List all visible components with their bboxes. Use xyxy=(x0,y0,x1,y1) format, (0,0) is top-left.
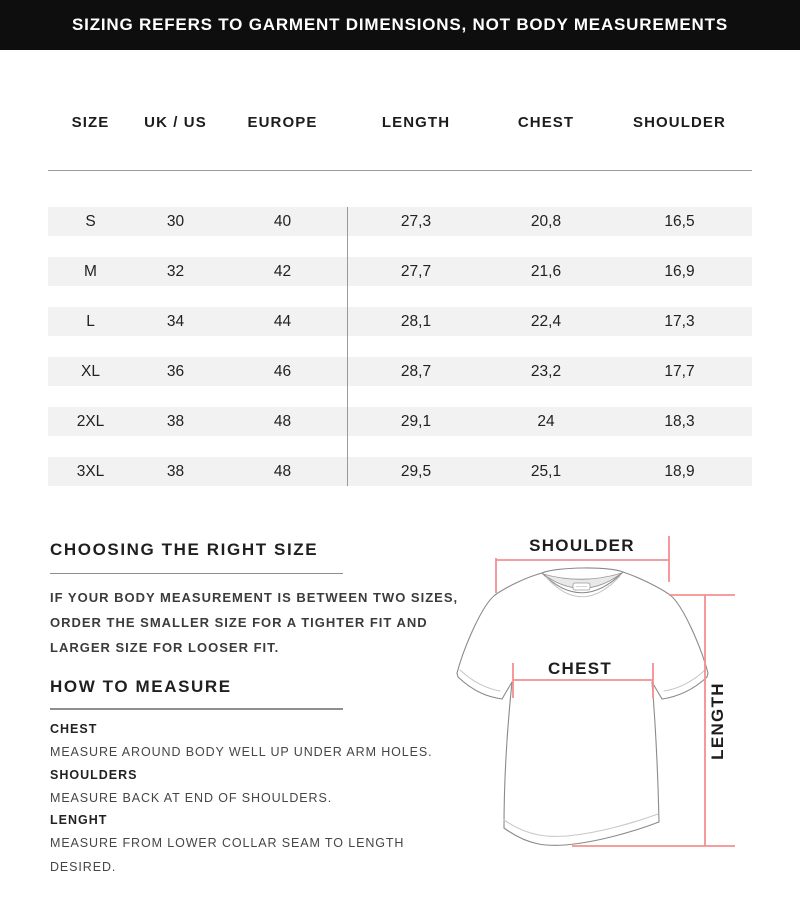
measure-shoulders-desc xyxy=(50,786,332,810)
measure-length-line-2: DESIRED. xyxy=(50,860,117,874)
cell-chest: 24 xyxy=(537,412,555,430)
cell-length: 28,7 xyxy=(400,362,432,380)
cell-length: 27,3 xyxy=(400,212,432,230)
column-header-europe: EUROPE xyxy=(247,113,318,131)
table-row-xl xyxy=(48,357,752,386)
cell-europe: 46 xyxy=(273,362,292,380)
table-header-rule xyxy=(48,170,752,171)
measure-chest-label: CHEST xyxy=(50,722,98,736)
measure-shoulders-label: SHOULDERS xyxy=(50,768,138,782)
choosing-line-3: LARGER SIZE FOR LOOSER FIT. xyxy=(50,640,280,655)
table-row-3xl xyxy=(48,457,752,486)
cell-europe: 48 xyxy=(273,412,292,430)
choosing-size-title: CHOOSING THE RIGHT SIZE xyxy=(50,540,319,559)
cell-chest: 22,4 xyxy=(530,312,562,330)
measure-length-desc xyxy=(50,831,404,879)
cell-uk-us: 32 xyxy=(166,262,185,280)
how-to-measure-rule xyxy=(50,708,343,710)
cell-shoulder: 18,9 xyxy=(664,462,695,480)
tshirt-measure-diagram xyxy=(430,525,790,885)
cell-europe: 44 xyxy=(273,312,292,330)
cell-uk-us: 38 xyxy=(166,412,185,430)
column-header-length: LENGTH xyxy=(381,113,451,131)
measure-chest-desc xyxy=(50,740,433,764)
cell-shoulder: 16,9 xyxy=(664,262,695,280)
cell-shoulder: 16,5 xyxy=(664,212,695,230)
cell-chest: 25,1 xyxy=(530,462,562,480)
cell-shoulder: 18,3 xyxy=(664,412,695,430)
cell-size: M xyxy=(84,262,97,280)
column-header-shoulder: SHOULDER xyxy=(633,113,726,131)
table-vertical-divider xyxy=(347,207,348,486)
table-row-l xyxy=(48,307,752,336)
cell-uk-us: 34 xyxy=(166,312,185,330)
cell-length: 29,5 xyxy=(400,462,432,480)
table-row-2xl xyxy=(48,407,752,436)
cell-uk-us: 38 xyxy=(166,462,185,480)
cell-length: 27,7 xyxy=(400,262,432,280)
choosing-line-1: IF YOUR BODY MEASUREMENT IS BETWEEN TWO SIZES, xyxy=(50,590,459,605)
banner xyxy=(0,0,800,50)
how-to-measure-title: HOW TO MEASURE xyxy=(50,677,232,696)
cell-size: S xyxy=(85,212,96,230)
table-row-s xyxy=(48,207,752,236)
measure-length-label: LENGHT xyxy=(50,813,108,827)
cell-shoulder: 17,7 xyxy=(664,362,695,380)
banner-text: SIZING REFERS TO GARMENT DIMENSIONS, NOT BODY MEASUREMENTS xyxy=(72,15,728,34)
cell-chest: 21,6 xyxy=(530,262,562,280)
cell-europe: 40 xyxy=(273,212,292,230)
choosing-size-rule xyxy=(50,573,343,574)
chest-dimension-label: CHEST xyxy=(547,659,613,678)
cell-europe: 42 xyxy=(273,262,292,280)
cell-length: 29,1 xyxy=(400,412,432,430)
cell-size: L xyxy=(86,312,95,330)
cell-chest: 23,2 xyxy=(530,362,562,380)
cell-europe: 48 xyxy=(273,462,292,480)
cell-length: 28,1 xyxy=(400,312,432,330)
choosing-size-text xyxy=(50,585,458,660)
measure-shoulders-line: MEASURE BACK AT END OF SHOULDERS. xyxy=(50,791,333,805)
cell-size: 3XL xyxy=(76,462,105,480)
length-dimension-label: LENGTH xyxy=(708,682,727,760)
tshirt-outline-icon xyxy=(457,568,708,845)
shoulder-dimension-label: SHOULDER xyxy=(529,536,635,555)
column-header-chest: CHEST xyxy=(517,113,575,131)
choosing-line-2: ORDER THE SMALLER SIZE FOR A TIGHTER FIT AND xyxy=(50,615,428,630)
cell-uk-us: 36 xyxy=(166,362,185,380)
size-table-header xyxy=(48,106,752,138)
measure-length-line-1: MEASURE FROM LOWER COLLAR SEAM TO LENGTH xyxy=(50,836,405,850)
cell-chest: 20,8 xyxy=(530,212,562,230)
cell-uk-us: 30 xyxy=(166,212,185,230)
dimension-lines-icon xyxy=(496,536,735,846)
measure-chest-line: MEASURE AROUND BODY WELL UP UNDER ARM HOLES. xyxy=(50,745,433,759)
column-header-uk-us: UK / US xyxy=(144,113,207,131)
cell-size: XL xyxy=(81,362,100,380)
cell-size: 2XL xyxy=(76,412,105,430)
table-row-m xyxy=(48,257,752,286)
cell-shoulder: 17,3 xyxy=(664,312,695,330)
column-header-size: SIZE xyxy=(71,113,110,131)
